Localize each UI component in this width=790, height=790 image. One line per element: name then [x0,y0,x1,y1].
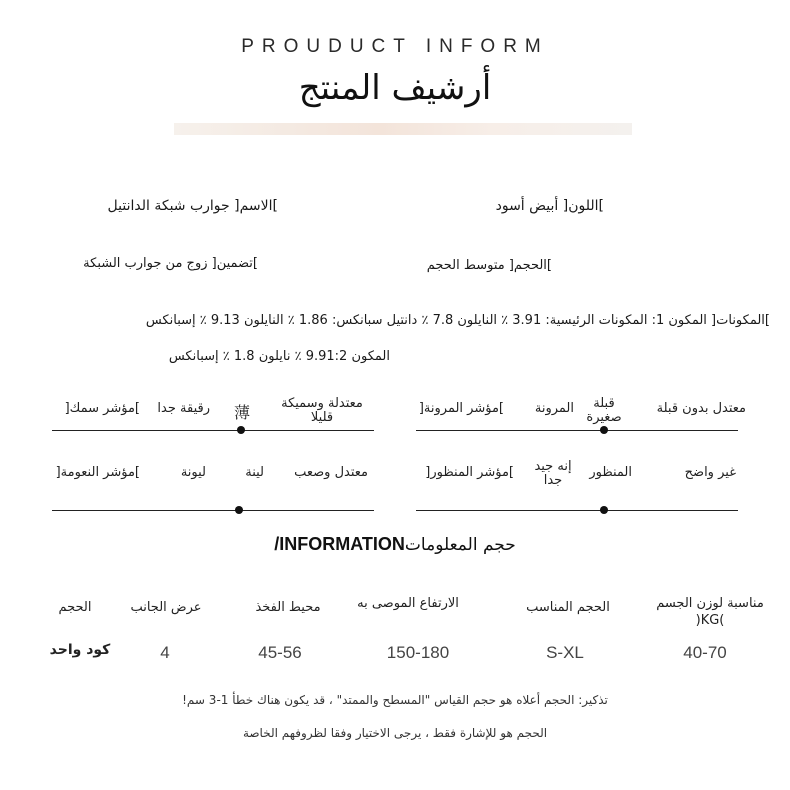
size-value-size: كود واحد [49,642,111,658]
size-section-heading-ar: حجم المعلومات [404,535,516,555]
size-header-thigh: محيط الفخذ [255,600,321,615]
size-header-fit: الحجم المناسب [526,600,610,615]
thickness-option-thin: 薄 [234,403,251,422]
thickness-scale-marker [237,426,245,434]
size-note-reference: الحجم هو للإشارة فقط ، يرجى الاختيار وفقا لظروفهم الخاصة [242,726,548,740]
product-components-line2: المكون 9.91:2 ٪ نايلون 1.8 ٪ إسبانكس [168,349,390,364]
title-decoration-bar [174,123,632,135]
product-size: ]الحجم[ متوسط الحجم [426,258,552,273]
product-includes: ]تضمين[ زوج من جوارب الشبكة [83,256,258,271]
sheerness-option-unclear: غير واضح [684,465,736,480]
size-value-thigh: 45-56 [258,643,302,662]
elasticity-option-moderate: معتدل بدون قبلة [656,401,746,416]
size-value-side-width: 4 [160,643,170,662]
softness-option-moderate: معتدل وصعب [294,465,368,480]
size-header-side-width: عرض الجانب [130,600,202,615]
thickness-option-very-thin: رقيقة جدا [157,401,210,416]
page-subtitle-en: PROUDUCT INFORM [241,36,549,57]
softness-scale-label: ]مؤشر النعومة[ [55,465,140,480]
softness-option-soft: ليونة [180,465,206,480]
softness-option-gentle: لينة [245,465,264,480]
product-components-line1: ]المكونات[ المكون 1: المكونات الرئيسية: 3.91 ٪ النايلون 7.8 ٪ دانتيل سبانكس: 1.86 ٪ النايلون 9.13 ٪ إسبانكس [145,313,770,328]
thickness-scale-track [52,430,374,431]
product-name: ]الاسم[ جوارب شبكة الدانتيل [107,198,278,214]
size-header-size: الحجم [58,600,92,615]
sheerness-scale-marker [600,506,608,514]
size-section-heading [0,534,790,555]
thickness-scale-label: ]مؤشر سمك[ [64,401,140,416]
product-color: ]اللون[ أبيض أسود [495,198,604,214]
size-value-fit: S-XL [546,643,584,662]
size-value-weight: 40-70 [683,643,727,662]
page-title: أرشيف المنتج [298,68,492,108]
softness-scale-track [52,510,374,511]
sheerness-option-sheer: المنظور [589,465,632,480]
softness-scale-marker [235,506,243,514]
elasticity-option-elastic: المرونة [534,401,574,416]
elasticity-option-slight: قبلة صغيرة [586,396,622,425]
size-header-height: الارتفاع الموصى به [357,596,459,611]
size-section-heading-en: /INFORMATION [274,534,405,554]
sheerness-scale-label: ]مؤشر المنظور[ [425,465,514,480]
elasticity-scale-track [416,430,738,431]
thickness-option-moderate: معتدلة وسميكة قليلا [281,396,363,425]
size-value-height: 150-180 [386,643,450,662]
elasticity-scale-marker [600,426,608,434]
sheerness-scale-track [416,510,738,511]
size-header-weight: مناسبة لوزن الجسم )KG( [656,596,764,628]
sheerness-option-very-good: إنه جيد جدا [534,459,572,488]
elasticity-scale-label: ]مؤشر المرونة[ [418,401,504,416]
size-note-reminder: تذكير: الحجم أعلاه هو حجم القياس "المسطح والممتد" ، قد يكون هناك خطأ 1-3 سم! [182,693,608,707]
